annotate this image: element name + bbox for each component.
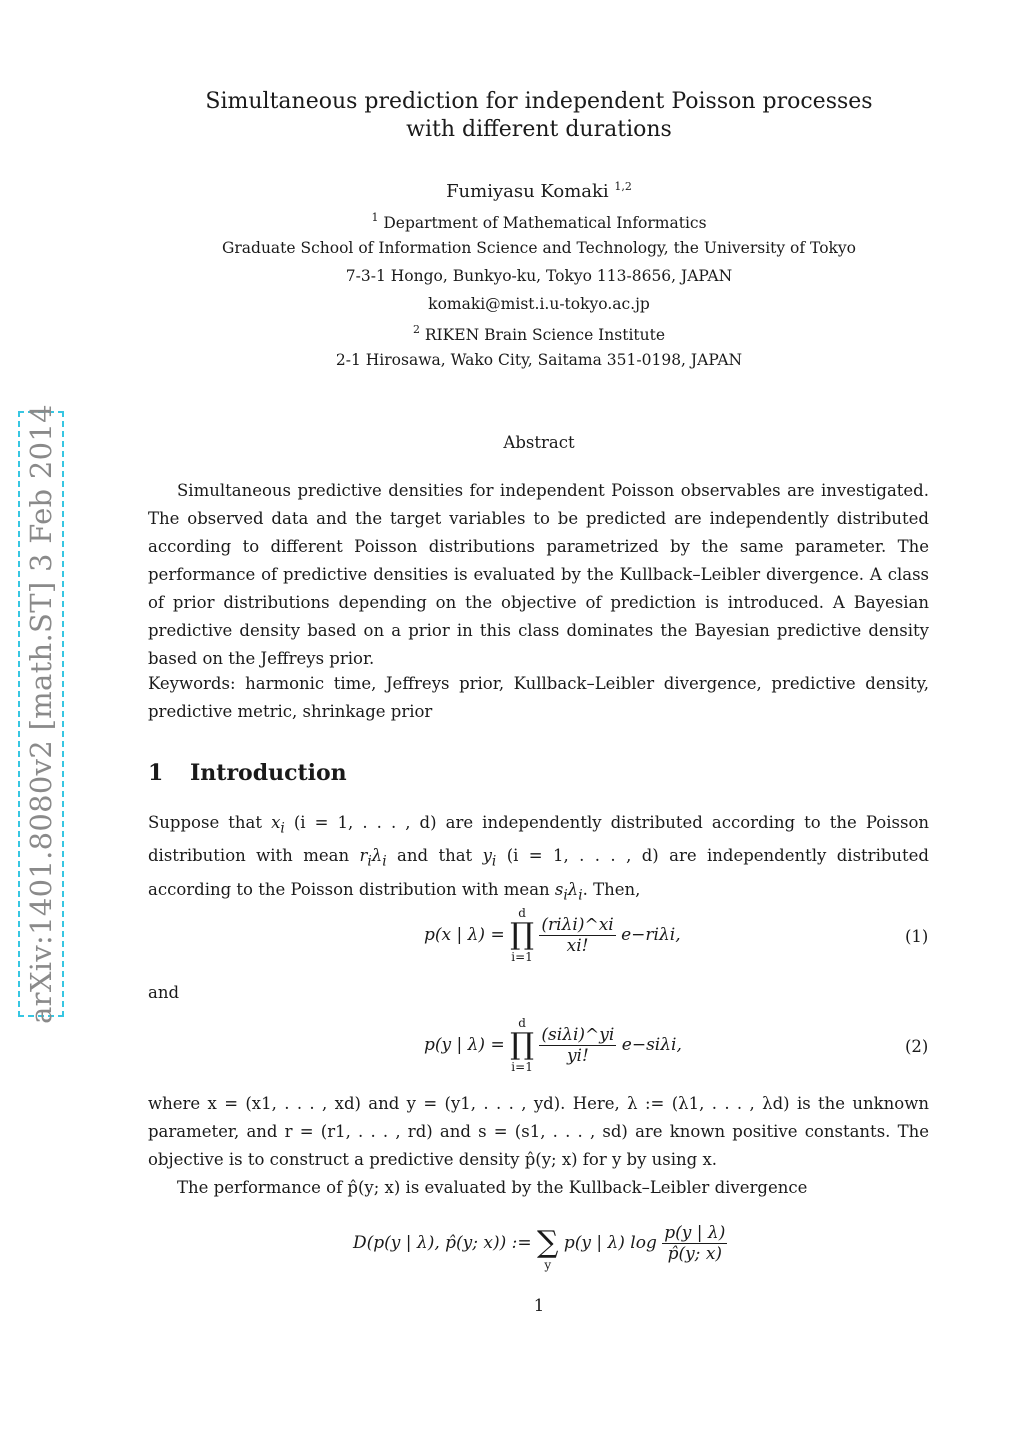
section-title: Introduction [190,760,347,786]
equation-1-label: (1) [905,927,929,946]
section-heading [148,760,347,786]
and-text: and [148,983,180,1002]
author-name: Fumiyasu Komaki [446,181,609,202]
sum-operator: ∑ y [537,1225,559,1272]
affiliation-2-inst: RIKEN Brain Science Institute [424,326,666,344]
affiliation-1-address: 7-3-1 Hongo, Bunkyo-ku, Tokyo 113-8656, JAPAN [345,267,733,285]
keywords: Keywords: harmonic time, Jeffreys prior, Kullback–Leibler divergence, predictive density, predictive metric, shrinkage prior [148,674,929,721]
page-number: 1 [533,1296,545,1315]
product-operator: d ∏ i=1 [510,906,534,964]
author-email: komaki@mist.i.u-tokyo.ac.jp [428,295,650,313]
abstract-text: Simultaneous predictive densities for independent Poisson observables are investigated. The observed data and the target variables to be predicted are independently distributed according to different Poisson distributions parametrized by the same parameter. The performance of predictive densities is evaluated by the Kullback–Leibler divergence. A class of prior distributions depending on the objective of prediction is introduced. A Bayesian predictive density based on a prior in this class dominates the Bayesian predictive density based on the Jeffreys prior. [148,481,929,668]
arxiv-stamp: arXiv:1401.8080v2 [math.ST] 3 Feb 2014 [24,404,58,1024]
affiliation-1 [0,211,1024,232]
equation-1: p(x | λ) = d ∏ i=1 $\frac{\text{(riλi)\textasciicircum{}xi}}{xi!}$ e−riλi, [424,906,681,964]
fraction: $\frac{p(y | \lambda)}{p̂(y; x)}$ [664,1222,726,1264]
intro-paragraph-2: where x = (x1, . . . , xd) and y = (y1, . . . , yd). Here, λ := (λ1, . . . , λd) is the unknown parameter, and r = (r1, . . . , rd) and s = (s1, . . . , sd) are known positive constants. The objective is to construct a predictive density p̂(y; x) for y by using x. [148,1094,929,1169]
author-sup: 1,2 [614,180,632,193]
fraction: $\frac{\text{(riλi)\textasciicircum{}xi}}{xi!}$ [541,914,614,956]
equation-kl-divergence: D(p(y | λ), p̂(y; x)) := ∑ y p(y | λ) log $\frac{p(y | \lambda)}{p̂(y; x)}$ [353,1214,727,1272]
affiliation-1-sup: 1 [371,211,379,224]
abstract-heading: Abstract [503,433,575,452]
equation-2-label: (2) [905,1037,929,1056]
paper-title-line1: Simultaneous prediction for independent Poisson processes [205,89,873,114]
intro-paragraph-3: The performance of p̂(y; x) is evaluated by the Kullback–Leibler divergence [177,1178,808,1197]
paper-title-line2: with different durations [406,117,672,142]
affiliation-1-dept: Department of Mathematical Informatics [383,214,707,232]
affiliation-2 [0,323,1024,344]
intro-paragraph-1: Suppose that $x_i$ (i = 1, . . . , d) are independently distributed according to the Poisson distribution with mean $r_i\lambda_i$ and that $y_i$ (i = 1, . . . , d) are independently distributed according to the Poisson distribution with mean $s_i\lambda_i$. Then, [148,813,930,903]
section-number: 1 [148,760,164,786]
author [0,180,1024,202]
affiliation-1-school: Graduate School of Information Science and Technology, the University of Tokyo [221,239,857,257]
affiliation-2-sup: 2 [412,323,420,336]
fraction: $\frac{\text{(siλi)\textasciicircum{}yi}}{yi!}$ [541,1024,615,1066]
equation-2: p(y | λ) = d ∏ i=1 $\frac{\text{(siλi)\textasciicircum{}yi}}{yi!}$ e−siλi, [424,1016,682,1074]
product-operator: d ∏ i=1 [510,1016,535,1074]
affiliation-2-address: 2-1 Hirosawa, Wako City, Saitama 351-0198, JAPAN [335,351,743,369]
